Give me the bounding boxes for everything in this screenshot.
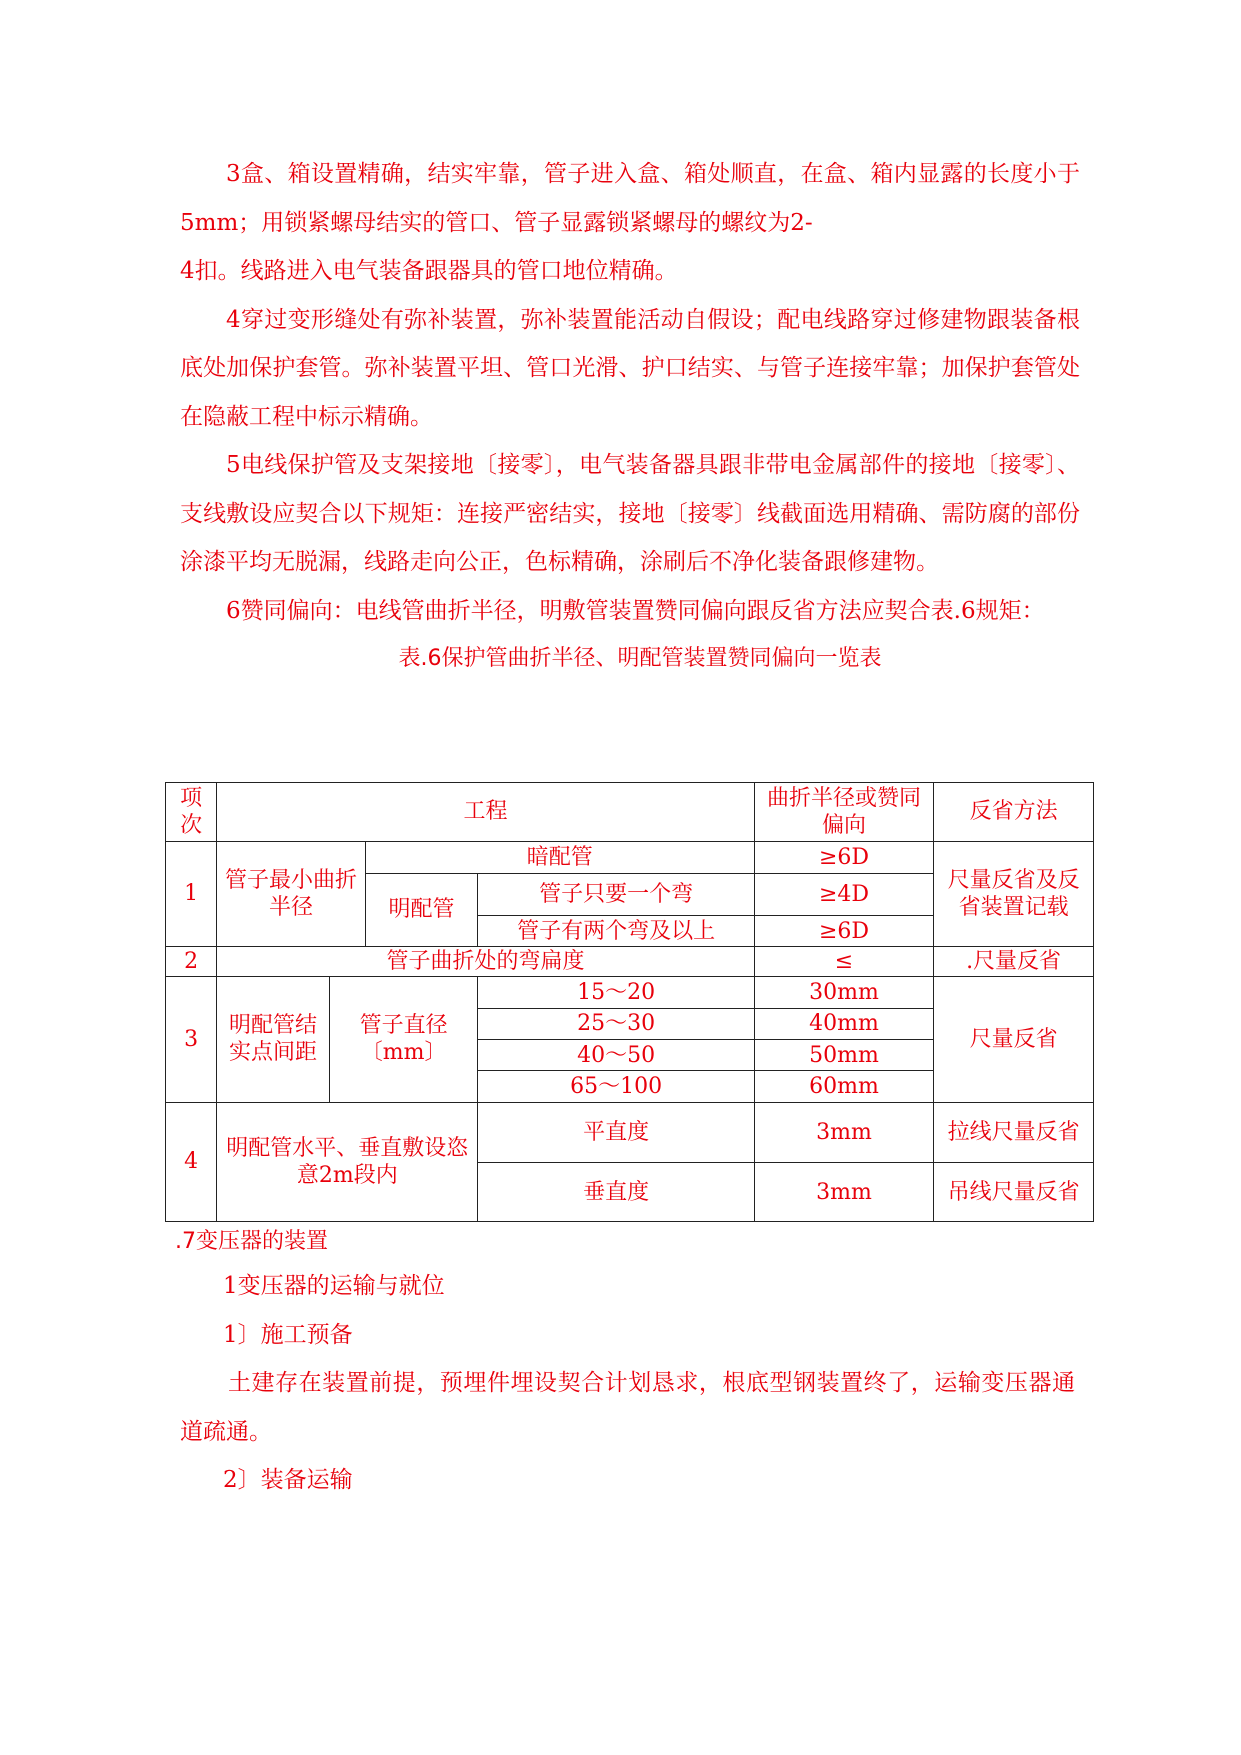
row1-num: 1 (166, 841, 217, 946)
row3-size: 25～30 (478, 1008, 755, 1039)
row4-flat-value: 3mm (754, 1102, 933, 1163)
row2-desc: 管子曲折处的弯扁度 (217, 946, 755, 976)
row1-two-bends-value: ≥6D (754, 916, 933, 946)
row3-size: 15～20 (478, 977, 755, 1008)
row3-method: 尺量反省 (934, 977, 1094, 1102)
row2-method: .尺量反省 (934, 946, 1094, 976)
header-method: 反省方法 (934, 783, 1094, 842)
row4-vertical-value: 3mm (754, 1163, 933, 1222)
header-tolerance: 曲折半径或赞同偏向 (754, 783, 933, 842)
row1-two-bends: 管子有两个弯及以上 (478, 916, 755, 946)
row4-num: 4 (166, 1102, 217, 1221)
document-body (180, 150, 1080, 683)
row3-value: 50mm (754, 1039, 933, 1070)
paragraph: 4扣。线路进入电气装备跟器具的管口地位精确。 (180, 258, 678, 284)
paragraph: 3盒、箱设置精确，结实牢靠，管子进入盒、箱处顺直，在盒、箱内显露的长度小于5mm；用锁紧螺母结实的管口、管子显露锁紧螺母的螺纹为2- (180, 161, 1080, 236)
list-item: 1变压器的运输与就位 (223, 1273, 445, 1299)
row3-group: 明配管结实点间距 (217, 977, 330, 1102)
section-heading: .7变压器的装置 (175, 1229, 328, 1254)
table-row (166, 977, 1094, 1008)
row3-value: 60mm (754, 1071, 933, 1102)
header-item: 项次 (166, 783, 217, 842)
paragraph: 6赞同偏向：电线管曲折半径，明敷管装置赞同偏向跟反省方法应契合表.6规矩： (226, 597, 1045, 624)
row3-subgroup: 管子直径〔mm〕 (329, 977, 478, 1102)
row1-open: 明配管 (365, 874, 478, 947)
row1-concealed: 暗配管 (365, 841, 754, 873)
row4-vertical-method: 吊线尺量反省 (934, 1163, 1094, 1222)
row4-group: 明配管水平、垂直敷设恣意2m段内 (217, 1102, 478, 1221)
row3-value: 40mm (754, 1008, 933, 1039)
list-item: 2〕装备运输 (223, 1467, 353, 1493)
table-row (166, 1102, 1094, 1163)
table-row (166, 946, 1094, 976)
row4-vertical: 垂直度 (478, 1163, 755, 1222)
row3-size: 40～50 (478, 1039, 755, 1070)
section-transformer (175, 1222, 1075, 1505)
paragraph: 土建存在装置前提，预埋件埋设契合计划恳求，根底型钢装置终了，运输变压器通道疏通。 (180, 1370, 1075, 1445)
table-row (166, 841, 1094, 873)
row1-one-bend: 管子只要一个弯 (478, 874, 755, 916)
tolerance-table (165, 782, 1094, 1222)
paragraph: 4穿过变形缝处有弥补装置，弥补装置能活动自假设；配电线路穿过修建物跟装备根底处加保护套管。弥补装置平坦、管口光滑、护口结实、与管子连接牢靠；加保护套管处在隐蔽工程中标示精确。 (180, 306, 1080, 430)
row1-concealed-value: ≥6D (754, 841, 933, 873)
row4-flat: 平直度 (478, 1102, 755, 1163)
row3-value: 30mm (754, 977, 933, 1008)
row1-method: 尺量反省及反省装置记载 (934, 841, 1094, 946)
paragraph: 5电线保护管及支架接地〔接零〕，电气装备器具跟非带电金属部件的接地〔接零〕、支线敷设应契合以下规矩：连接严密结实，接地〔接零〕线截面选用精确、需防腐的部份涂漆平均无脱漏，线路走向公正，色标精确，涂刷后不净化装备跟修建物。 (180, 452, 1080, 575)
row1-group: 管子最小曲折半径 (217, 841, 366, 946)
row1-one-bend-value: ≥4D (754, 874, 933, 916)
table-caption: 表.6保护管曲折半径、明配管装置赞同偏向一览表 (398, 646, 882, 671)
list-item: 1〕施工预备 (223, 1321, 353, 1348)
table-header-row (166, 783, 1094, 842)
row2-num: 2 (166, 946, 217, 976)
row3-size: 65～100 (478, 1071, 755, 1102)
row3-num: 3 (166, 977, 217, 1102)
header-project: 工程 (217, 783, 755, 842)
row4-flat-method: 拉线尺量反省 (934, 1102, 1094, 1163)
row2-value: ≤ (754, 946, 933, 976)
